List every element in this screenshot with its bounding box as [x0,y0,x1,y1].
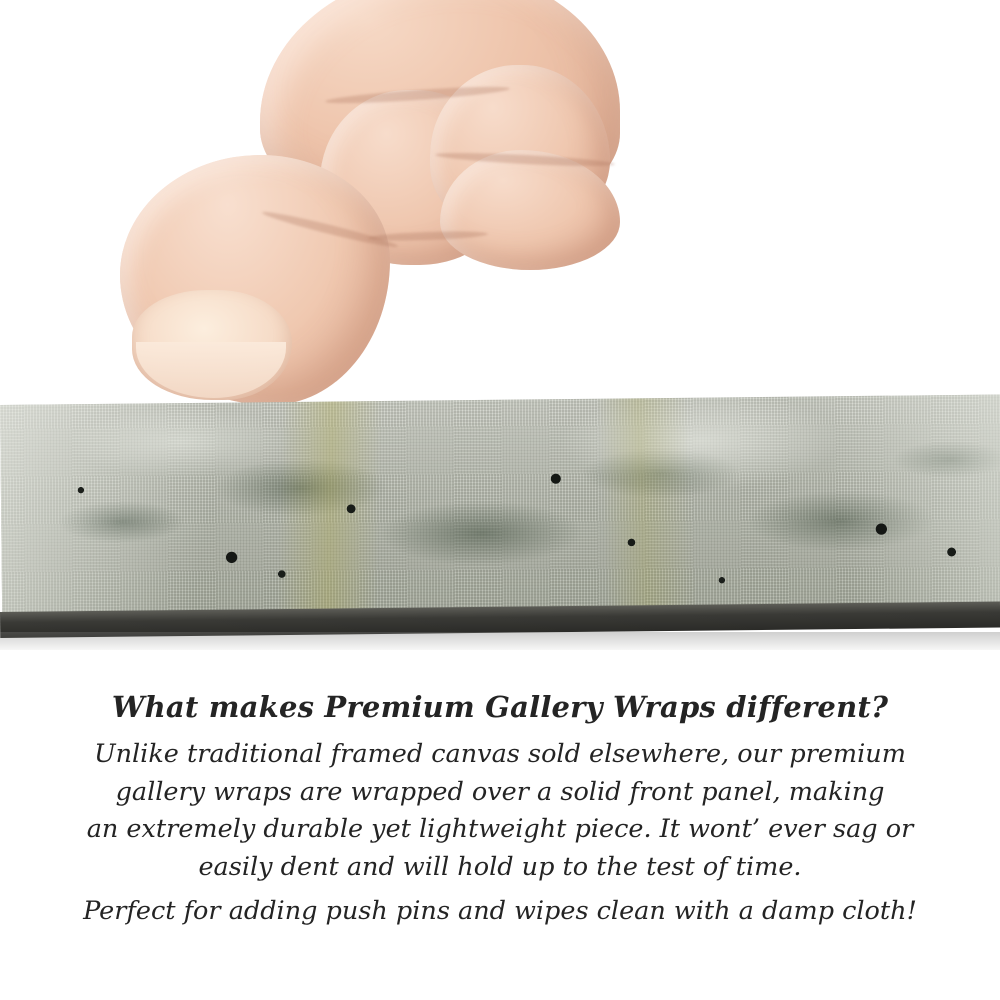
caption-closing-line: Perfect for adding push pins and wipes clean with a damp cloth! [83,895,917,926]
caption-line: gallery wraps are wrapped over a solid front panel, making [115,776,885,807]
caption-line: an extremely durable yet lightweight piece. It wont’ ever sag or [86,814,914,845]
canvas-drop-shadow [0,632,1000,650]
hand-illustration [110,0,630,440]
canvas-wrap-surface [0,395,1000,620]
caption-title: What makes Premium Gallery Wraps different? [111,690,889,724]
caption-line: easily dent and will hold up to the test of time. [198,852,802,883]
caption-block [0,690,1000,931]
caption-line: Unlike traditional framed canvas sold elsewhere, our premium [94,739,906,769]
caption-body [0,736,1000,887]
canvas-dark-specks [0,395,1000,620]
